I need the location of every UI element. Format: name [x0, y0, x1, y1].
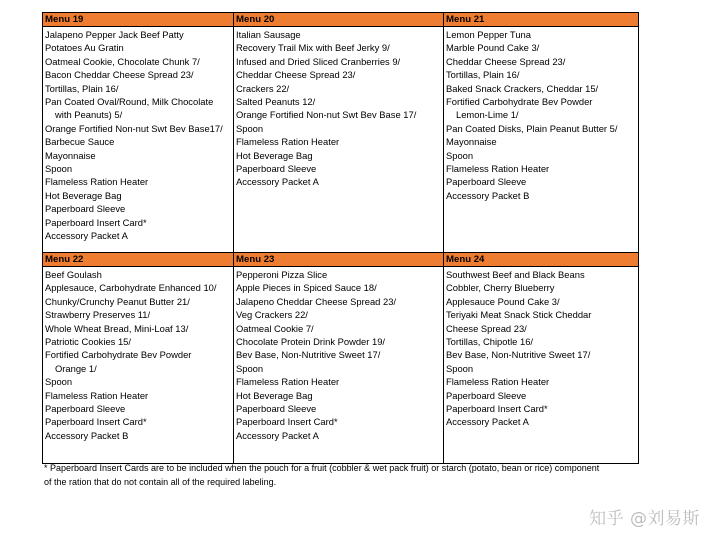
menu-item: Tortillas, Chipotle 16/ — [446, 336, 534, 348]
menu-item: Barbecue Sauce — [45, 136, 115, 148]
menu-item: Bacon Cheddar Cheese Spread 23/ — [45, 69, 194, 81]
menu-item: Crackers 22/ — [236, 82, 290, 94]
menu-item: Jalapeno Pepper Jack Beef Patty — [45, 29, 184, 40]
menu-item: Veg Crackers 22/ — [236, 309, 308, 321]
menu-item: Italian Sausage — [236, 29, 301, 40]
menu-item: Hot Beverage Bag — [236, 149, 313, 161]
menu-item: Accessory Packet A — [236, 429, 319, 441]
menu-item: Paperboard Sleeve — [45, 403, 126, 415]
footnote-line-2: of the ration that do not contain all of the required labeling. — [44, 476, 277, 487]
menu-header: Menu 24 — [444, 253, 639, 267]
menu-item: Paperboard Sleeve — [446, 389, 527, 401]
menu-header: Menu 22 — [43, 253, 234, 267]
menu-item: Southwest Beef and Black Beans — [446, 269, 585, 280]
watermark: 知乎 @刘易斯 — [589, 509, 700, 529]
menu-header: Menu 19 — [43, 13, 234, 27]
menu-item: Paperboard Sleeve — [45, 203, 126, 215]
menu-item: Mayonnaise — [45, 149, 96, 161]
menu-item: Spoon — [45, 376, 73, 388]
menu-item: Teriyaki Meat Snack Stick Cheddar — [446, 309, 592, 321]
menu-header: Menu 23 — [234, 253, 444, 267]
menu-items-cell — [444, 27, 639, 253]
menu-item: Beef Goulash — [45, 269, 102, 280]
menu-items-cell — [234, 27, 444, 253]
menu-item: Baked Snack Crackers, Cheddar 15/ — [446, 82, 599, 94]
menu-item: Flameless Ration Heater — [236, 136, 340, 148]
menu-item: Tortillas, Plain 16/ — [45, 82, 119, 94]
menu-item: Apple Pieces in Spiced Sauce 18/ — [236, 282, 377, 294]
menu-item: Chunky/Crunchy Peanut Butter 21/ — [45, 295, 190, 307]
header-row-2 — [43, 253, 639, 267]
menu-table — [42, 12, 639, 464]
menu-item — [446, 95, 636, 122]
menu-item: Bev Base, Non-Nutritive Sweet 17/ — [446, 349, 591, 361]
menu-header: Menu 20 — [234, 13, 444, 27]
footnote-line-1: * Paperboard Insert Cards are to be included when the pouch for a fruit (cobbler & wet pack fruit) or starch (potato, bean or rice) component — [44, 463, 600, 473]
menu-items-cell — [43, 27, 234, 253]
menu-item: Applesauce, Carbohydrate Enhanced 10/ — [45, 282, 217, 294]
menu-item: Cobbler, Cherry Blueberry — [446, 282, 555, 294]
menu-item: Paperboard Insert Card* — [236, 416, 338, 428]
menu-item: Patriotic Cookies 15/ — [45, 336, 131, 348]
menu-item: Paperboard Insert Card* — [45, 216, 147, 228]
menu-item: Infused and Dried Sliced Cranberries 9/ — [236, 55, 401, 67]
menu-item: Accessory Packet B — [446, 189, 530, 201]
menu-item: Cheese Spread 23/ — [446, 322, 527, 334]
menu-item: Accessory Packet A — [45, 230, 128, 242]
menu-item — [45, 95, 231, 122]
menu-item-continuation: Lemon-Lime 1/ — [456, 109, 519, 121]
menu-item: Cheddar Cheese Spread 23/ — [236, 69, 356, 81]
menu-items-cell — [43, 267, 234, 464]
menu-item: Pepperoni Pizza Slice — [236, 269, 328, 280]
menu-item: Flameless Ration Heater — [45, 389, 149, 401]
menu-header: Menu 21 — [444, 13, 639, 27]
menu-item: Jalapeno Cheddar Cheese Spread 23/ — [236, 295, 397, 307]
menu-item: Spoon — [446, 149, 474, 161]
menu-item: Accessory Packet B — [45, 429, 129, 441]
menu-item: Accessory Packet A — [236, 176, 319, 188]
menu-item: Lemon Pepper Tuna — [446, 29, 531, 40]
menu-item: Paperboard Insert Card* — [45, 416, 147, 428]
menu-item: Marble Pound Cake 3/ — [446, 42, 540, 54]
menu-item-line: Pan Coated Oval/Round, Milk Chocolate — [45, 96, 214, 108]
menu-item — [45, 348, 231, 375]
menu-item: Salted Peanuts 12/ — [236, 96, 316, 108]
menu-item: Recovery Trail Mix with Beef Jerky 9/ — [236, 42, 390, 54]
menu-item-line: Fortified Carbohydrate Bev Powder — [446, 96, 593, 108]
menu-items-cell — [444, 267, 639, 464]
menu-item: Flameless Ration Heater — [446, 163, 550, 175]
menu-item-continuation: with Peanuts) 5/ — [55, 109, 123, 121]
menu-item: Spoon — [236, 122, 264, 134]
menu-item: Paperboard Sleeve — [236, 403, 317, 415]
menu-item: Pan Coated Disks, Plain Peanut Butter 5/ — [446, 122, 618, 134]
menu-item: Tortillas, Plain 16/ — [446, 69, 520, 81]
menu-item: Cheddar Cheese Spread 23/ — [446, 55, 566, 67]
menu-item: Accessory Packet A — [446, 416, 529, 428]
menu-item: Paperboard Insert Card* — [446, 403, 548, 415]
menu-item: Oatmeal Cookie 7/ — [236, 322, 314, 334]
body-row-2 — [43, 267, 639, 464]
menu-item: Hot Beverage Bag — [236, 389, 313, 401]
menu-items-cell — [234, 267, 444, 464]
menu-item: Bev Base, Non-Nutritive Sweet 17/ — [236, 349, 381, 361]
menu-item: Spoon — [45, 163, 73, 175]
menu-item: Spoon — [236, 362, 264, 374]
menu-item: Oatmeal Cookie, Chocolate Chunk 7/ — [45, 55, 200, 67]
menu-item-continuation: Orange 1/ — [55, 362, 97, 374]
menu-item: Flameless Ration Heater — [236, 376, 340, 388]
footnote — [44, 462, 644, 489]
menu-item: Paperboard Sleeve — [446, 176, 527, 188]
body-row-1 — [43, 27, 639, 253]
header-row-1 — [43, 13, 639, 27]
menu-item: Whole Wheat Bread, Mini-Loaf 13/ — [45, 322, 189, 334]
menu-item: Flameless Ration Heater — [45, 176, 149, 188]
menu-item: Orange Fortified Non-nut Swt Bev Base17/ — [45, 122, 223, 134]
menu-item: Applesauce Pound Cake 3/ — [446, 295, 560, 307]
menu-item: Spoon — [446, 362, 474, 374]
menu-item: Hot Beverage Bag — [45, 189, 122, 201]
menu-item: Orange Fortified Non-nut Swt Bev Base 17/ — [236, 109, 417, 121]
menu-item: Chocolate Protein Drink Powder 19/ — [236, 336, 386, 348]
menu-item: Paperboard Sleeve — [236, 163, 317, 175]
menu-item: Potatoes Au Gratin — [45, 42, 124, 54]
menu-item: Flameless Ration Heater — [446, 376, 550, 388]
menu-item-line: Fortified Carbohydrate Bev Powder — [45, 349, 192, 361]
menu-item: Mayonnaise — [446, 136, 497, 148]
menu-item: Strawberry Preserves 11/ — [45, 309, 151, 321]
